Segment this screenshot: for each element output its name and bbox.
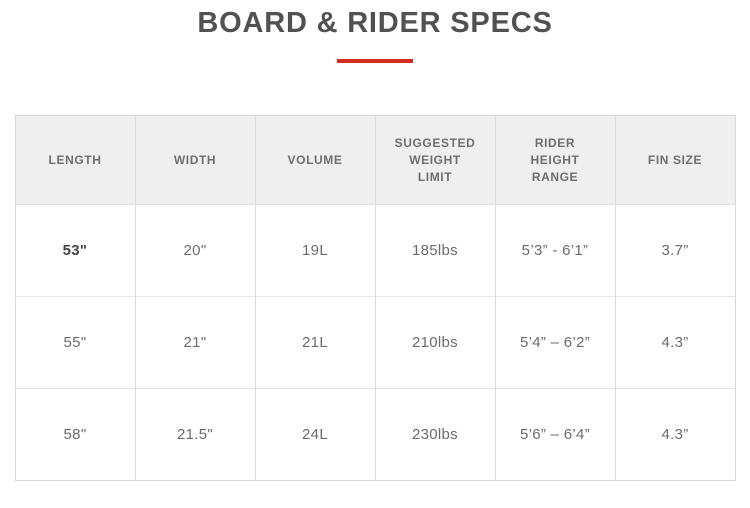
col-header-volume: VOLUME [255,116,375,205]
cell-volume: 24L [255,389,375,481]
col-header-suggested-weight-limit: SUGGESTED WEIGHT LIMIT [375,116,495,205]
cell-weight-limit: 230lbs [375,389,495,481]
col-header-rider-height-range: RIDER HEIGHT RANGE [495,116,615,205]
table-row [15,297,735,389]
cell-weight-limit: 185lbs [375,205,495,297]
col-header-fin-size: FIN SIZE [615,116,735,205]
cell-volume: 19L [255,205,375,297]
cell-weight-limit: 210lbs [375,297,495,389]
cell-height-range: 5’6” – 6’4” [495,389,615,481]
cell-length: 58" [15,389,135,481]
cell-height-range: 5’4” – 6’2” [495,297,615,389]
specs-table-head [15,116,735,205]
cell-fin-size: 4.3” [615,389,735,481]
table-row [15,389,735,481]
cell-fin-size: 3.7” [615,205,735,297]
col-header-width: WIDTH [135,116,255,205]
cell-height-range: 5’3” - 6’1” [495,205,615,297]
cell-length: 55" [15,297,135,389]
cell-width: 21" [135,297,255,389]
table-row [15,205,735,297]
specs-table-body [15,205,735,481]
cell-volume: 21L [255,297,375,389]
cell-width: 21.5" [135,389,255,481]
cell-width: 20" [135,205,255,297]
col-header-length: LENGTH [15,116,135,205]
title-underline-accent [337,59,413,63]
page-title: BOARD & RIDER SPECS [197,7,553,39]
specs-table [15,115,736,481]
cell-length: 53" [15,205,135,297]
cell-fin-size: 4.3” [615,297,735,389]
board-rider-specs-section [0,6,750,508]
table-header-row [15,116,735,205]
